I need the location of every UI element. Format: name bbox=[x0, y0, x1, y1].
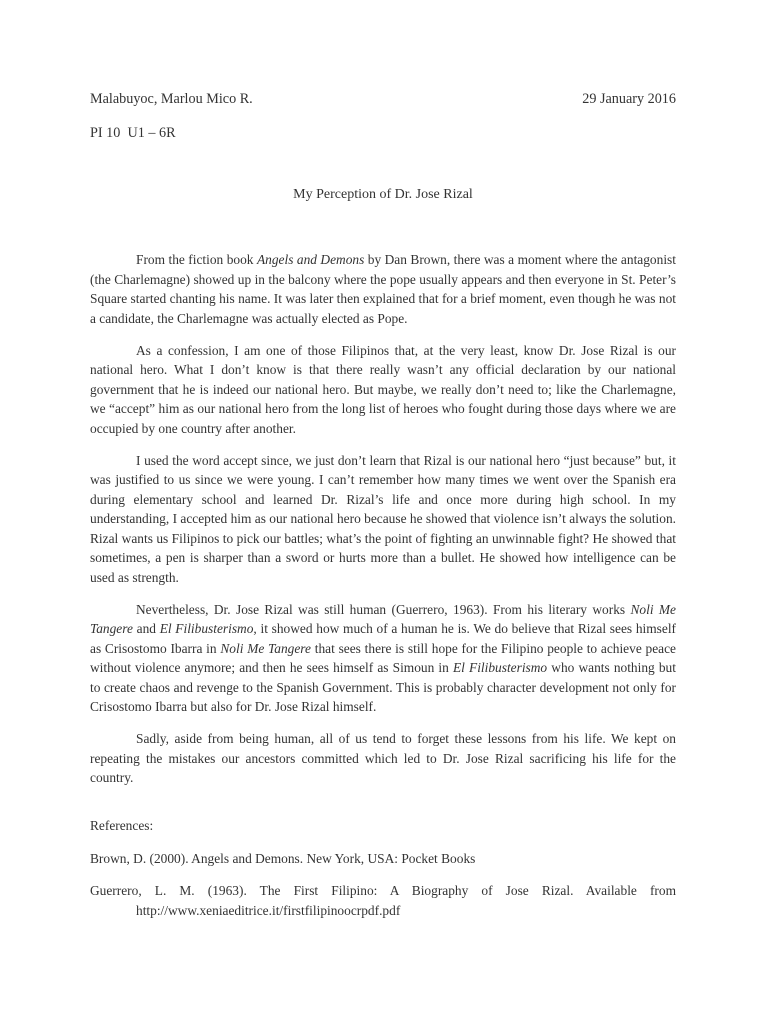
paragraph-5: Sadly, aside from being human, all of us tend to forget these lessons from his life. We kept on repeating the mistakes our ancestors committed which led to Dr. Jose Rizal sacrificing his life for the country. bbox=[90, 731, 676, 785]
novel-title-italic: Noli Me Tangere bbox=[220, 640, 311, 656]
references-section bbox=[90, 816, 676, 933]
author-name: Malabuyoc, Marlou Mico R. bbox=[90, 91, 253, 107]
paragraph-4: Nevertheless, Dr. Jose Rizal was still human (Guerrero, 1963). From his literary works Noli Me Tangere and El Filibusterismo, it showed how much of a human he is. We do believe that Rizal sees himself as Crisostomo Ibarra in Noli Me Tangere that sees there is still hope for the Filipino people to achieve peace without violence anymore; and then he sees himself as Simoun in El Filibusterismo who wants nothing but to create chaos and revenge to the Spanish Government. This is probably character development not only for Crisostomo Ibarra but also for Dr. Jose Rizal himself. bbox=[90, 601, 677, 714]
reference-item: Brown, D. (2000). Angels and Demons. New York, USA: Pocket Books bbox=[90, 850, 476, 866]
novel-title-italic: El Filibusterismo bbox=[159, 621, 254, 636]
document-title: My Perception of Dr. Jose Rizal bbox=[293, 187, 473, 202]
paragraph-2: As a confession, I am one of those Filipinos that, at the very least, know Dr. Jose Rizal is our national hero. What I don’t know is that there really wasn’t any official declaration by our national government that he is indeed our national hero. But maybe, we really don’t need to; like the Charlemagne, we “accept” him as our national hero from the long list of heroes who fought during those days where we are occupied by one country after another. bbox=[90, 342, 676, 436]
header-row bbox=[90, 90, 676, 110]
references-heading: References: bbox=[90, 818, 154, 833]
course-section: PI 10 U1 – 6R bbox=[90, 125, 176, 141]
paragraph-3: I used the word accept since, we just don’t learn that Rizal is our national hero “just because” but, it was justified to us since we were young. I can’t remember how many times we went over the Spanish era during elementary school and learned Dr. Rizal’s life and once more during high school. In my understanding, I accepted him as our national hero because he showed that violence isn’t always the solution. Rizal wants us Filipinos to pick our battles; what’s the point of fighting an unwinnable fight? He showed that sometimes, a pen is sharper than a sword or hurts more than a bullet. He showed how intelligence can be used as strength. bbox=[90, 452, 676, 585]
book-title-italic: Angels and Demons bbox=[256, 252, 365, 267]
novel-title-italic: El Filibusterismo bbox=[452, 660, 548, 675]
reference-item-with-link[interactable]: Guerrero, L. M. (1963). The First Filipino: A Biography of Jose Rizal. Available from http://www.xeniaeditrice.it/firstfilipinoocrpdf.pdf bbox=[90, 883, 676, 918]
document-date: 29 January 2016 bbox=[582, 91, 676, 107]
essay-body bbox=[90, 250, 676, 800]
paragraph-1: From the fiction book Angels and Demons by Dan Brown, there was a moment where the antagonist (the Charlemagne) showed up in the balcony where the pope usually appears and then everyone in St. Peter’s Square started chanting his name. It was later then explained that for a brief moment, even though he was not a candidate, the Charlemagne was actually elected as Pope. bbox=[90, 252, 676, 326]
novel-title-italic: Noli Me Tangere bbox=[90, 601, 677, 636]
